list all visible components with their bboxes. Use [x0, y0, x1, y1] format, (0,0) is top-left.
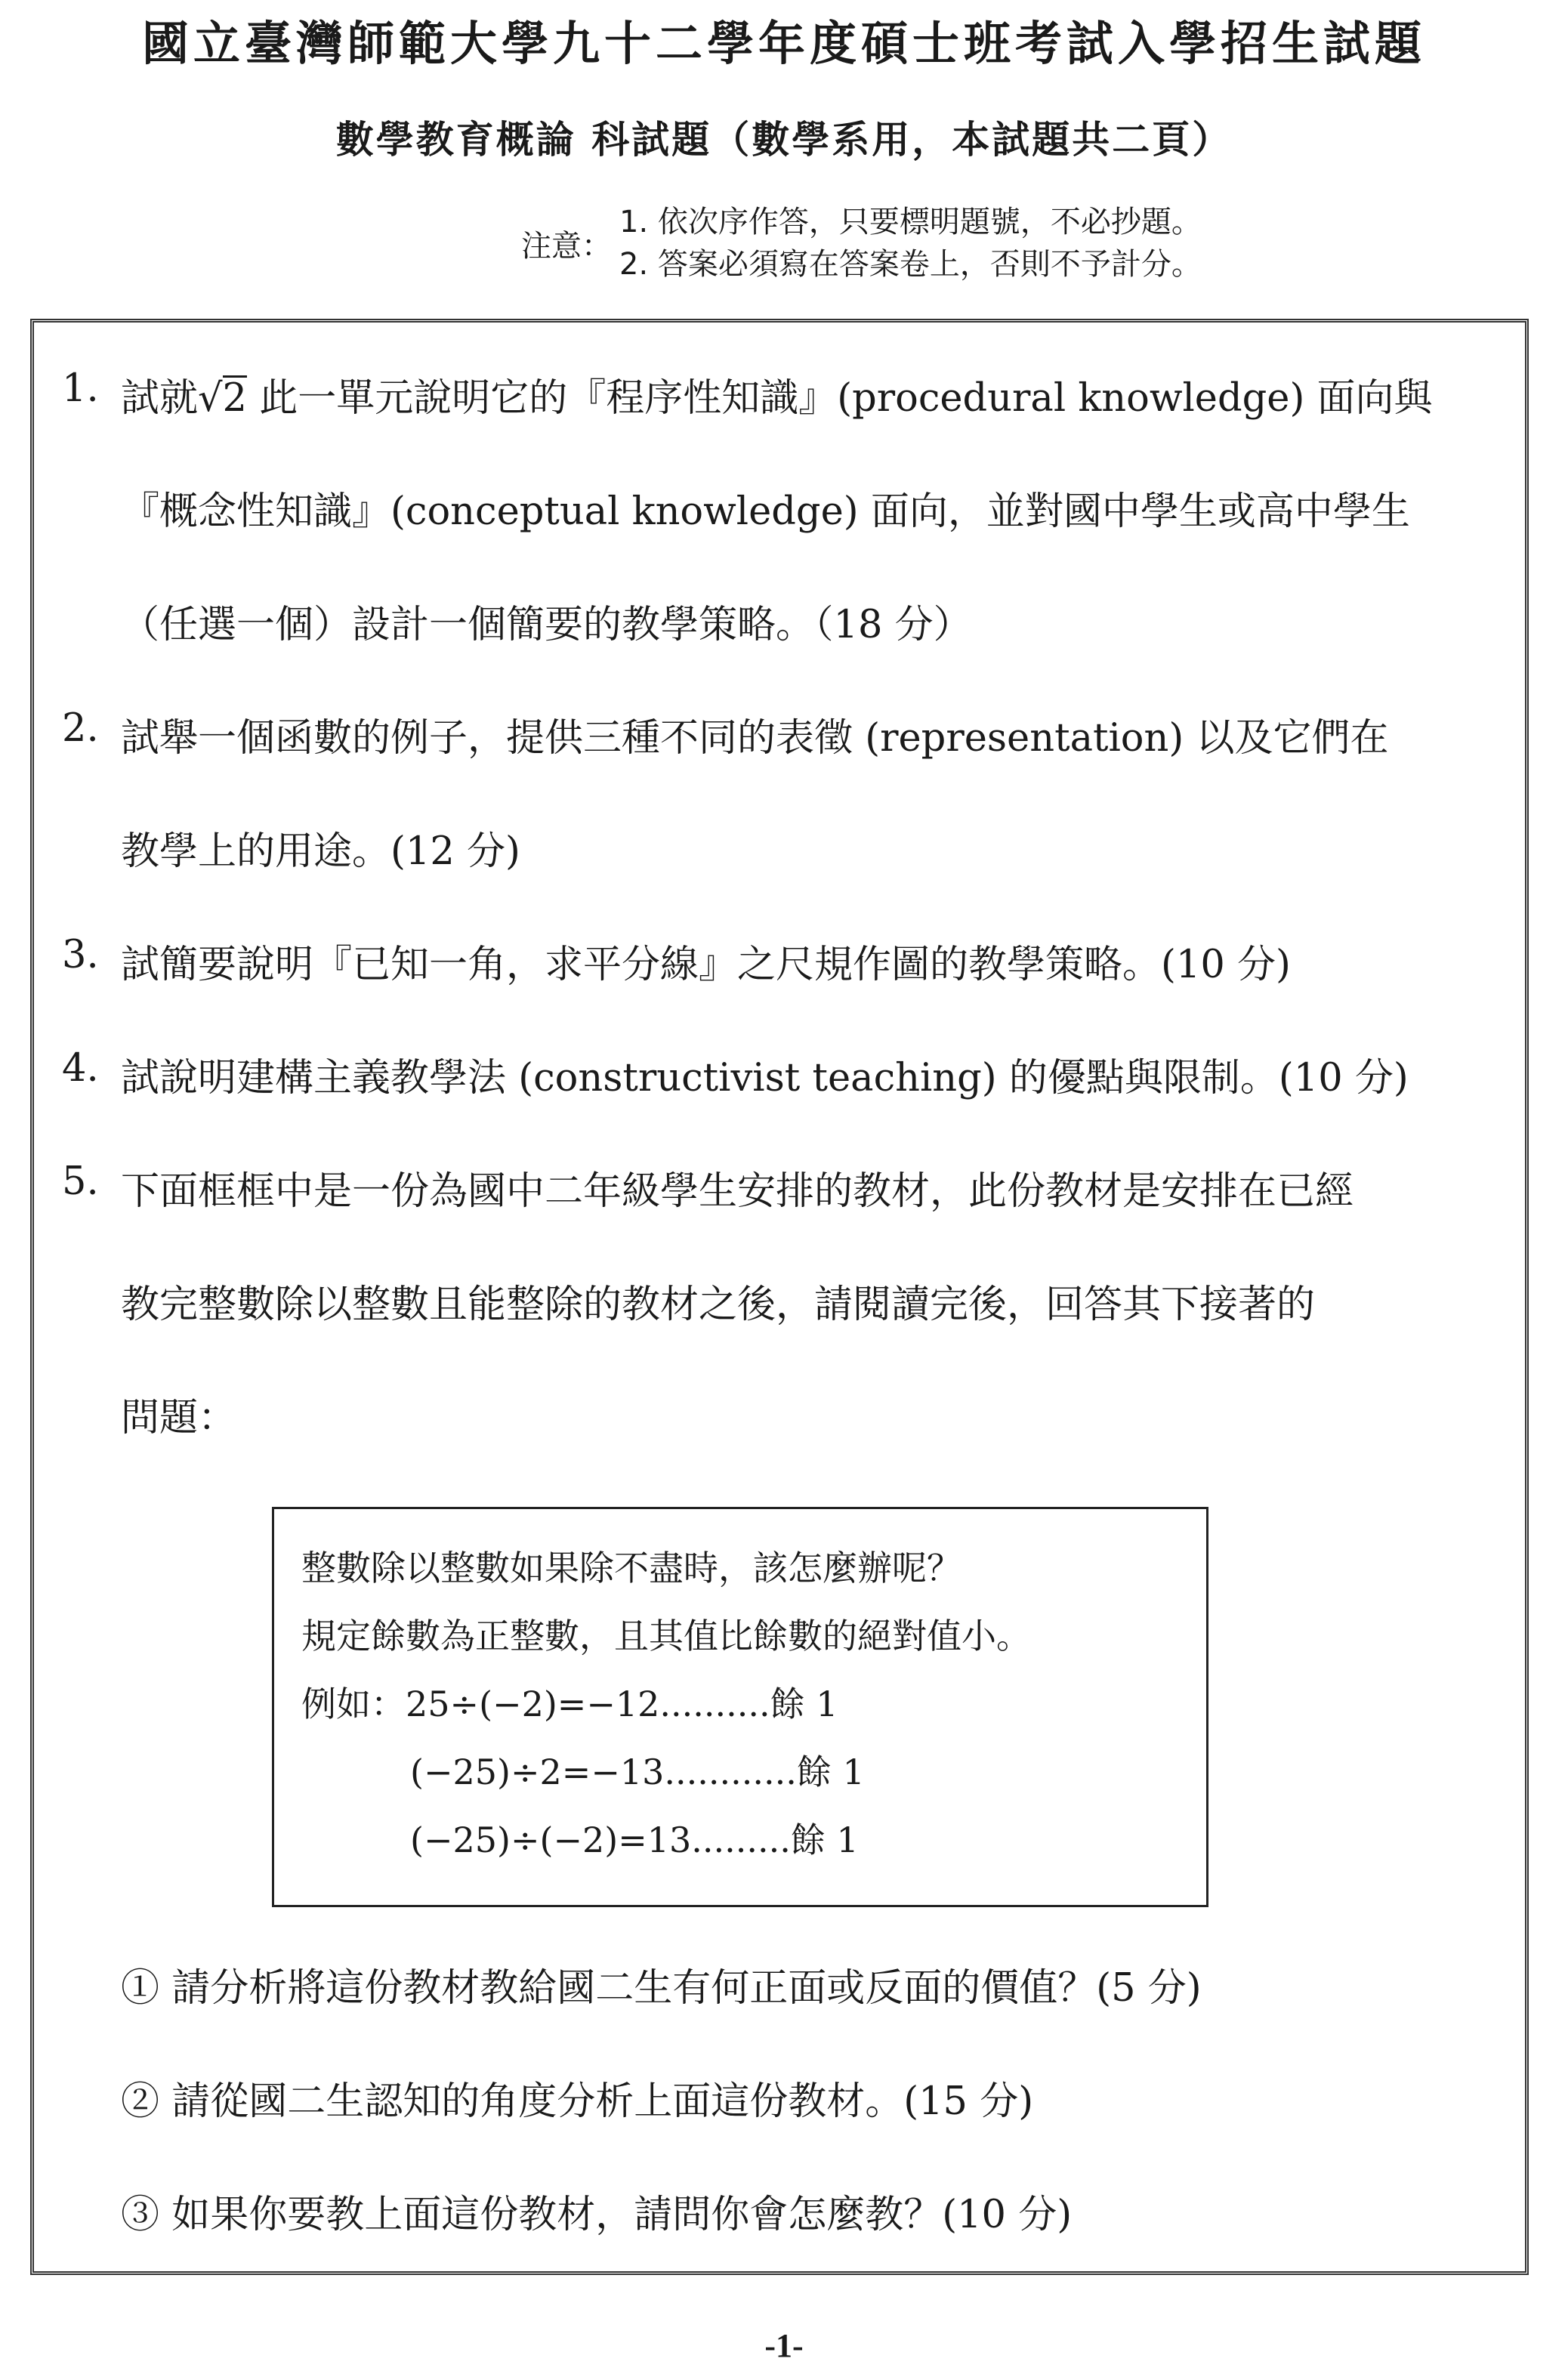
teaching-material-box [272, 1507, 1208, 1907]
box-line-1: 整數除以整數如果除不盡時，該怎麼辦呢？ [301, 1548, 961, 1588]
box-line-2: 規定餘數為正整數，且其值比餘數的絕對值小。 [301, 1616, 1031, 1656]
q5-line-1: 下面框框中是一份為國中二年級學生安排的教材，此份教材是安排在已經 [121, 1169, 1354, 1214]
q1-line-1-pre: 試就 [121, 376, 199, 421]
q1-line-1 [121, 366, 1433, 422]
q2-number: 2. [62, 706, 99, 751]
q5-subquestion-3: ③ 如果你要教上面這份教材，請問你會怎麼教？(10 分) [121, 2193, 1073, 2237]
q5-subquestion-1: ① 請分析將這份教材教給國二生有何正面或反面的價值？(5 分) [121, 1966, 1202, 2011]
q4-number: 4. [62, 1046, 99, 1091]
q1-number: 1. [62, 366, 99, 411]
q1-line-3: （任選一個）設計一個簡要的教學策略。（18 分） [121, 603, 972, 647]
q1-line-1-post: 此一單元說明它的『程序性知識』(procedural knowledge) 面向與 [259, 376, 1433, 421]
page-title: 國立臺灣師範大學九十二學年度碩士班考試入學招生試題 [141, 16, 1426, 71]
q2-line-1: 試舉一個函數的例子，提供三種不同的表徵 (representation) 以及它們在 [121, 716, 1389, 761]
sqrt-symbol: √ [198, 376, 223, 421]
page-number: -1- [764, 2327, 804, 2364]
q5-number: 5. [62, 1159, 99, 1204]
q2-line-2: 教學上的用途。(12 分) [121, 829, 520, 874]
q5-line-3: 問題： [121, 1396, 237, 1440]
sqrt-argument: 2 [222, 376, 247, 421]
q3-number: 3. [62, 933, 99, 977]
notice-line-1: 1. 依次序作答，只要標明題號，不必抄題。 [619, 205, 1202, 239]
notice-label: 注意： [521, 229, 612, 264]
sqrt-two [198, 375, 247, 421]
box-example-3: (−25)÷(−2)=13.........餘 1 [410, 1820, 859, 1860]
exam-subtitle: 數學教育概論 科試題（數學系用，本試題共二頁） [335, 118, 1233, 162]
box-example-2: (−25)÷2=−13............餘 1 [410, 1752, 865, 1792]
notice-line-2: 2. 答案必須寫在答案卷上，否則不予計分。 [619, 247, 1202, 282]
q5-subquestion-2: ② 請從國二生認知的角度分析上面這份教材。(15 分) [121, 2079, 1034, 2124]
q3-line-1: 試簡要說明『已知一角，求平分線』之尺規作圖的教學策略。(10 分) [121, 943, 1291, 987]
box-example-1: 例如：25÷(−2)=−12..........餘 1 [301, 1684, 838, 1724]
q4-line-1: 試說明建構主義教學法 (constructivist teaching) 的優點與限制。(10 分) [121, 1056, 1409, 1100]
q1-line-2: 『概念性知識』(conceptual knowledge) 面向，並對國中學生或高中學生 [121, 489, 1410, 534]
q5-line-2: 教完整數除以整數且能整除的教材之後，請閱讀完後，回答其下接著的 [121, 1283, 1316, 1327]
